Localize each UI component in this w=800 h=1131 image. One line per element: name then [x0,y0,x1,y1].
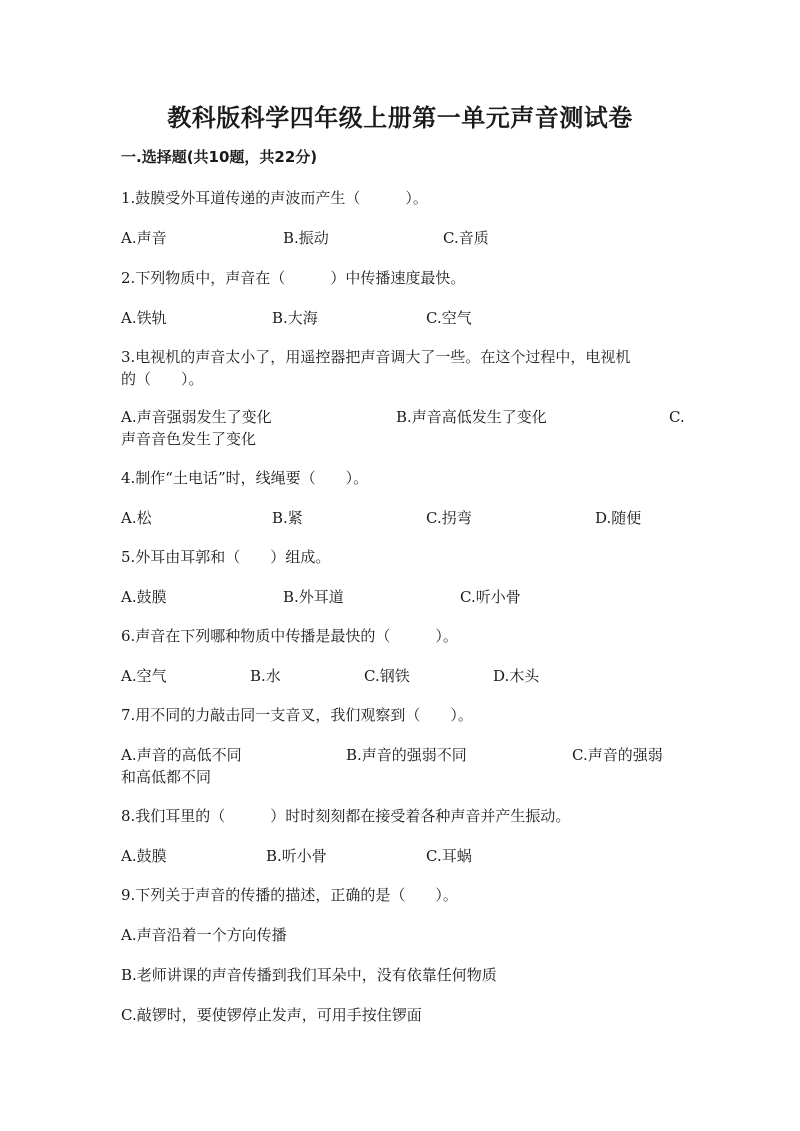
question-9-option-c: C.敲锣时，要使锣停止发声，可用手按住锣面 [121,1006,422,1024]
question-2-option-b: B.大海 [272,309,318,327]
question-8-stem: 8.我们耳里的（ ）时时刻刻都在接受着各种声音并产生振动。 [121,807,571,825]
question-6-option-d: D.木头 [493,667,540,685]
question-3-option-c: C. [669,408,685,426]
question-4-option-d: D.随便 [595,509,642,527]
question-5-option-c: C.听小骨 [460,588,521,606]
question-3-stem-line-1: 3.电视机的声音太小了，用遥控器把声音调大了一些。在这个过程中，电视机 [121,348,631,366]
question-8-option-c: C.耳蜗 [426,847,472,865]
question-8-option-a: A.鼓膜 [121,847,167,865]
question-9-option-a: A.声音沿着一个方向传播 [121,926,287,944]
question-6-option-b: B.水 [250,667,281,685]
question-8-option-b: B.听小骨 [266,847,327,865]
question-2-stem: 2.下列物质中，声音在（ ）中传播速度最快。 [121,269,466,287]
question-1-option-b: B.振动 [283,229,329,247]
question-5-option-a: A.鼓膜 [121,588,167,606]
question-9-option-b: B.老师讲课的声音传播到我们耳朵中，没有依靠任何物质 [121,966,497,984]
question-6-stem: 6.声音在下列哪种物质中传播是最快的（ ）。 [121,627,458,645]
question-3-option-b: B.声音高低发生了变化 [396,408,547,426]
exam-title: 教科版科学四年级上册第一单元声音测试卷 [167,104,633,132]
question-3-stem-line-2: 的（ ）。 [121,370,204,388]
question-9-stem: 9.下列关于声音的传播的描述，正确的是（ ）。 [121,886,458,904]
question-1-option-a: A.声音 [121,229,167,247]
question-4-option-b: B.紧 [272,509,303,527]
question-5-option-b: B.外耳道 [283,588,344,606]
question-7-option-c-continuation: 和高低都不同 [121,768,212,786]
question-4-option-a: A.松 [121,509,152,527]
question-6-option-c: C.钢铁 [364,667,410,685]
question-2-option-a: A.铁轨 [121,309,167,327]
question-1-stem: 1.鼓膜受外耳道传递的声波而产生（ ）。 [121,189,428,207]
question-7-option-c: C.声音的强弱 [572,746,663,764]
section-heading: 一.选择题(共10题，共22分) [121,148,318,166]
question-7-option-a: A.声音的高低不同 [121,746,242,764]
question-1-option-c: C.音质 [443,229,489,247]
question-2-option-c: C.空气 [426,309,472,327]
question-7-option-b: B.声音的强弱不同 [346,746,467,764]
question-7-stem: 7.用不同的力敲击同一支音叉，我们观察到（ ）。 [121,706,473,724]
question-5-stem: 5.外耳由耳郭和（ ）组成。 [121,548,331,566]
question-6-option-a: A.空气 [121,667,167,685]
question-3-option-a: A.声音强弱发生了变化 [121,408,272,426]
question-4-stem: 4.制作“土电话”时，线绳要（ ）。 [121,469,369,487]
question-3-option-c-continuation: 声音音色发生了变化 [121,430,257,448]
question-4-option-c: C.拐弯 [426,509,472,527]
